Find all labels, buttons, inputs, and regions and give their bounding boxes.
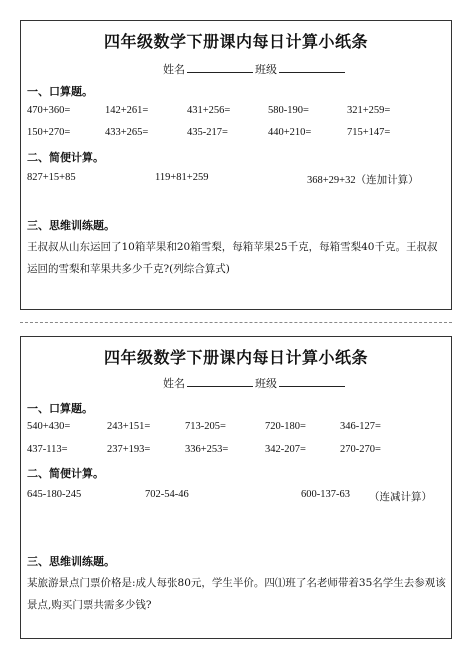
- simplify-note: （连减计算）: [369, 492, 432, 503]
- oral-item: 470+360=: [27, 105, 71, 116]
- oral-item: 321+259=: [347, 105, 391, 116]
- calc-slip-1: [20, 20, 452, 310]
- slip-title: 四年级数学下册课内每日计算小纸条: [103, 32, 368, 51]
- simplify-item: 368+29+32（连加计算）: [307, 175, 419, 186]
- class-label: 班级: [255, 63, 277, 76]
- oral-item: 540+430=: [27, 421, 71, 432]
- name-class-line: [163, 375, 347, 391]
- oral-item: 243+151=: [107, 421, 151, 432]
- class-label: 班级: [255, 377, 277, 390]
- simplify-item: 645-180-245: [27, 489, 82, 500]
- name-blank: [187, 375, 253, 387]
- oral-item: 437-113=: [27, 444, 68, 455]
- class-blank: [279, 61, 345, 73]
- name-label: 姓名: [163, 377, 185, 390]
- word-problem: 王叔叔从山东运回了10箱苹果和20箱雪梨，每箱苹果25千克，每箱雪梨40千克。王叔叔运回的雪梨和苹果共多少千克?(列综合算式): [27, 241, 438, 275]
- oral-item: 720-180=: [265, 421, 306, 432]
- oral-item: 715+147=: [347, 127, 391, 138]
- slip-title: 四年级数学下册课内每日计算小纸条: [103, 348, 368, 367]
- simplify-item: 119+81+259: [155, 172, 209, 183]
- simplify-item: 702-54-46: [145, 489, 189, 500]
- section-oral-heading: 一、口算题。: [27, 85, 93, 98]
- name-class-line: [163, 61, 347, 77]
- calc-slip-2: [20, 336, 452, 639]
- class-blank: [279, 375, 345, 387]
- name-label: 姓名: [163, 63, 185, 76]
- section-simplify-heading: 二、简便计算。: [27, 467, 104, 480]
- oral-item: 150+270=: [27, 127, 71, 138]
- name-blank: [187, 61, 253, 73]
- section-thinking-heading: 三、思维训练题。: [27, 555, 115, 568]
- section-thinking-heading: 三、思维训练题。: [27, 219, 115, 232]
- oral-item: 431+256=: [187, 105, 231, 116]
- oral-item: 142+261=: [105, 105, 149, 116]
- oral-item: 580-190=: [268, 105, 309, 116]
- oral-item: 440+210=: [268, 127, 312, 138]
- simplify-item: 827+15+85: [27, 172, 76, 183]
- oral-item: 237+193=: [107, 444, 151, 455]
- oral-item: 336+253=: [185, 444, 229, 455]
- oral-item: 342-207=: [265, 444, 306, 455]
- oral-item: 270-270=: [340, 444, 381, 455]
- oral-item: 435-217=: [187, 127, 228, 138]
- section-oral-heading: 一、口算题。: [27, 402, 93, 415]
- cut-line: [20, 322, 452, 323]
- oral-item: 346-127=: [340, 421, 381, 432]
- oral-item: 433+265=: [105, 127, 149, 138]
- section-simplify-heading: 二、简便计算。: [27, 151, 104, 164]
- simplify-item: 600-137-63: [301, 489, 350, 500]
- oral-item: 713-205=: [185, 421, 226, 432]
- word-problem: 某旅游景点门票价格是:成人每张80元，学生半价。四⑴班了名老师带着35名学生去参观该景点,购买门票共需多少钱?: [27, 577, 446, 611]
